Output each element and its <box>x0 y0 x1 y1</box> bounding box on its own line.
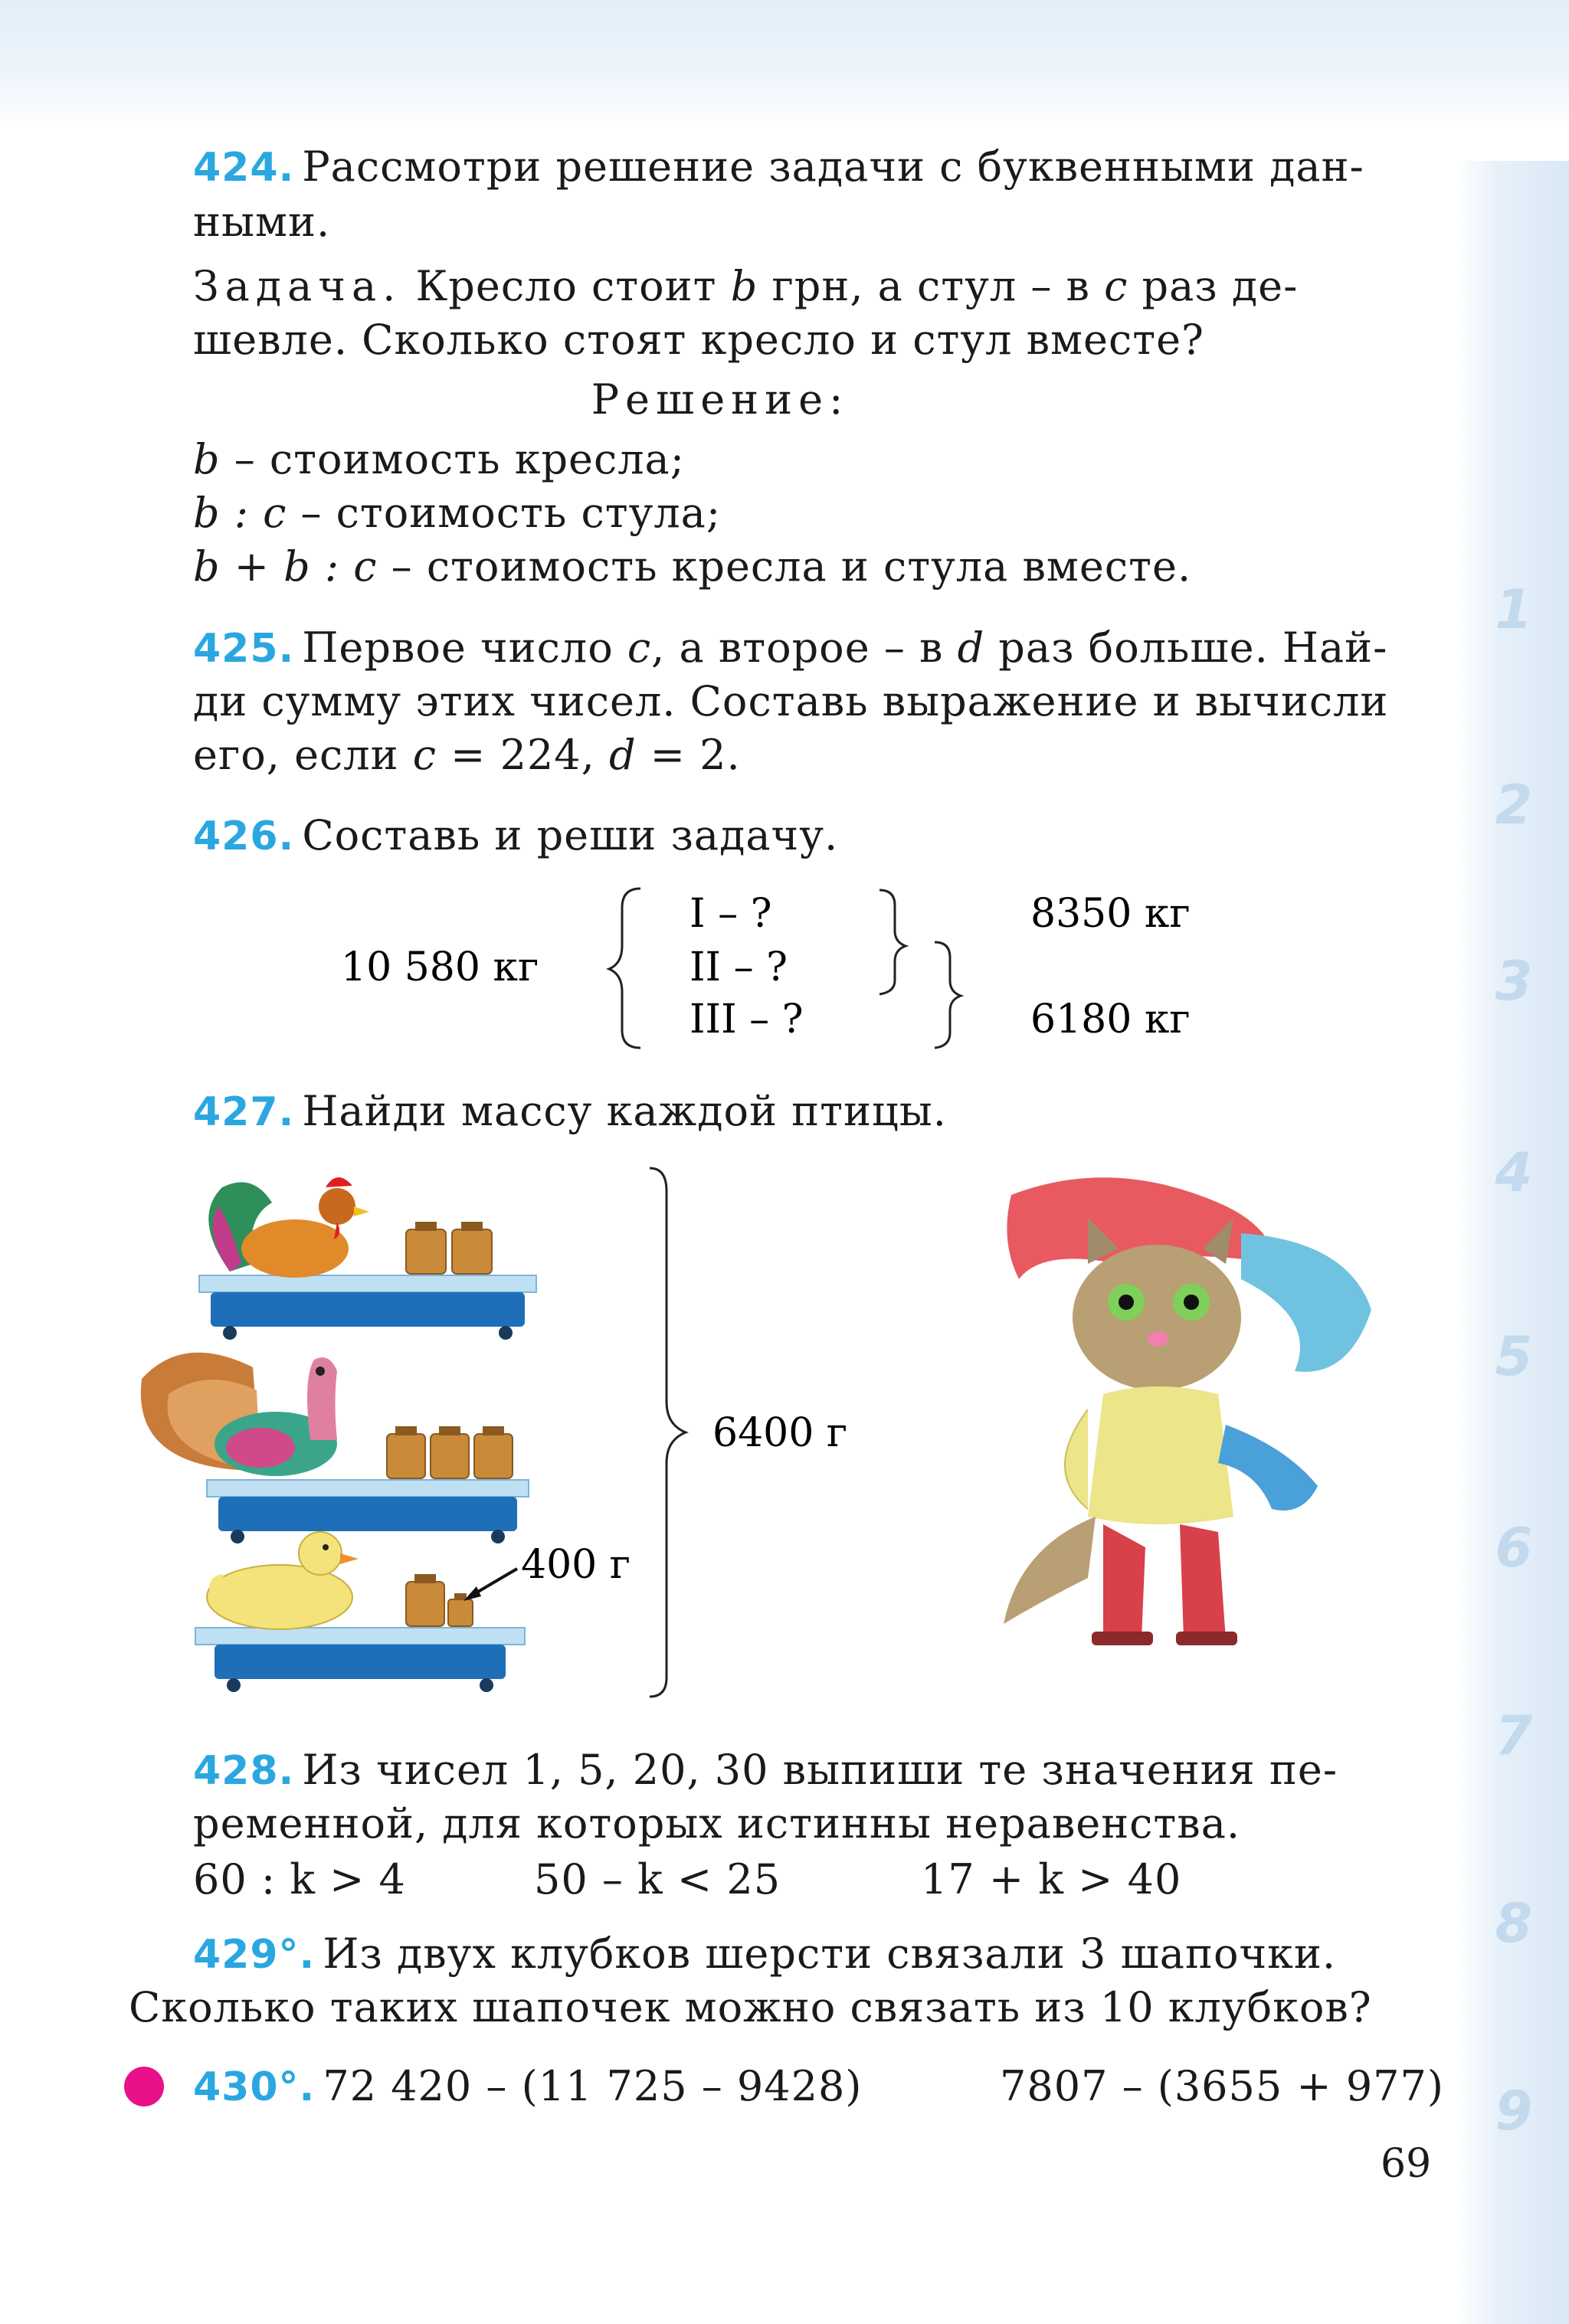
scheme-item-3: III – ? <box>690 997 804 1043</box>
left-brace <box>609 889 640 1048</box>
text: раз де- <box>1128 262 1299 310</box>
problem-429-line2: Сколько таких шапочек можно связать из 10 клубков? <box>129 1983 1372 2031</box>
text: раз больше. Най- <box>984 624 1388 672</box>
problem-424-task-line2: шевле. Сколько стоят кресло и стул вместе? <box>193 316 1204 364</box>
text: = 2. <box>636 731 741 779</box>
page-number: 69 <box>1381 2141 1432 2187</box>
solution-line3 <box>193 539 1191 594</box>
scale-turkey <box>141 1353 529 1543</box>
text: – стоимость стула; <box>287 489 722 537</box>
problem-424-task-line1 <box>193 259 1298 314</box>
side-tab-2[interactable]: 2 <box>1495 774 1533 836</box>
text: грн, а стул – в <box>758 262 1105 310</box>
scale-rooster <box>199 1177 536 1340</box>
text: Первое число <box>302 624 627 672</box>
problem-428-line1 <box>193 1743 1338 1799</box>
problem-430-line1 <box>193 2059 862 2115</box>
expression-1: 72 420 – (11 725 – 9428) <box>323 2062 863 2110</box>
expr: b : c <box>193 489 287 537</box>
problem-424-line2: ными. <box>193 198 331 246</box>
problem-427-line1 <box>193 1084 947 1140</box>
problem-430-expression-2: 7807 – (3655 + 977) <box>1000 2062 1444 2110</box>
text: Кресло стоит <box>415 262 731 310</box>
problem-428-line2: ременной, для которых истинны неравенства. <box>193 1799 1241 1848</box>
variable-c: c <box>627 624 652 672</box>
problem-number-426: 426. <box>193 813 295 859</box>
duck-icon <box>207 1532 359 1629</box>
weights-rooster-icon <box>406 1222 492 1274</box>
scheme-item-1: I – ? <box>690 891 772 937</box>
side-tab-1[interactable]: 1 <box>1495 578 1533 641</box>
side-tab-3[interactable]: 3 <box>1495 950 1533 1013</box>
text: Рассмотри решение задачи с буквенными дан- <box>302 142 1364 191</box>
inequality-2: 50 – k < 25 <box>534 1855 781 1903</box>
expr: b + b : c <box>193 542 378 591</box>
total-brace <box>650 1168 686 1697</box>
cat-illustration-icon <box>1004 1177 1371 1645</box>
solution-title: Решение: <box>591 375 850 424</box>
solution-line1 <box>193 432 685 487</box>
problem-number-427: 427. <box>193 1089 295 1135</box>
side-tab-8[interactable]: 8 <box>1495 1892 1533 1955</box>
scheme-total: 10 580 кг <box>341 944 539 990</box>
text: – стоимость кресла и стула вместе. <box>377 542 1192 591</box>
inequality-3: 17 + k > 40 <box>921 1855 1182 1903</box>
problem-426-line1 <box>193 808 838 864</box>
scale-duck <box>195 1532 631 1692</box>
problem-number-428: 428. <box>193 1748 295 1794</box>
text: Составь и реши задачу. <box>302 811 839 859</box>
side-tab-6[interactable]: 6 <box>1495 1517 1533 1579</box>
top-band <box>0 0 1569 126</box>
weights-turkey-icon <box>387 1426 513 1478</box>
bullet-marker <box>124 2067 164 2106</box>
text: Из двух клубков шерсти связали 3 шапочки. <box>323 1930 1337 1978</box>
problem-number-429: 429°. <box>193 1932 316 1978</box>
solution-line2 <box>193 486 721 541</box>
scheme-bottom-pair: 6180 кг <box>1030 997 1191 1043</box>
inequality-1: 60 : k > 4 <box>193 1855 406 1903</box>
problem-424-line1 <box>193 139 1364 195</box>
problem-425-line1 <box>193 620 1387 676</box>
variable-c: c <box>412 731 437 779</box>
text: , а второе – в <box>651 624 958 672</box>
text: – стоимость кресла; <box>220 435 685 483</box>
total-weight: 6400 г <box>712 1410 848 1456</box>
problem-number-425: 425. <box>193 626 295 672</box>
text: его, если <box>193 731 413 779</box>
weight-label: 400 г <box>521 1542 631 1588</box>
problem-426-scheme <box>0 873 1456 1057</box>
problem-number-430: 430°. <box>193 2064 316 2110</box>
problem-number-424: 424. <box>193 145 295 191</box>
variable-d: d <box>608 731 637 779</box>
rooster-icon <box>208 1177 369 1278</box>
turkey-icon <box>141 1353 337 1476</box>
right-brace-top <box>879 890 906 994</box>
side-tab-5[interactable]: 5 <box>1495 1325 1533 1388</box>
problem-425-line2: ди сумму этих чисел. Составь выражение и вычисли <box>193 677 1389 725</box>
weights-duck-icon <box>406 1574 473 1626</box>
scheme-top-pair: 8350 кг <box>1030 891 1191 937</box>
variable-c: c <box>1104 262 1128 310</box>
text: Найди массу каждой птицы. <box>302 1087 947 1135</box>
text: = 224, <box>437 731 609 779</box>
problem-429-line1 <box>193 1926 1336 1982</box>
scheme-item-2: II – ? <box>690 944 788 990</box>
side-tab-7[interactable]: 7 <box>1495 1704 1533 1767</box>
variable-b: b <box>730 262 758 310</box>
birds-illustration <box>0 1149 1456 1716</box>
expr: b <box>193 435 221 483</box>
problem-425-line3 <box>193 728 741 783</box>
side-tab-9[interactable]: 9 <box>1495 2080 1533 2142</box>
side-tab-4[interactable]: 4 <box>1495 1141 1533 1204</box>
side-tab-band <box>1456 161 1569 2324</box>
text: Из чисел 1, 5, 20, 30 выпиши те значения пе- <box>302 1746 1338 1794</box>
right-brace-bottom <box>935 942 961 1048</box>
task-word: Задача. <box>193 262 402 310</box>
variable-d: d <box>957 624 985 672</box>
